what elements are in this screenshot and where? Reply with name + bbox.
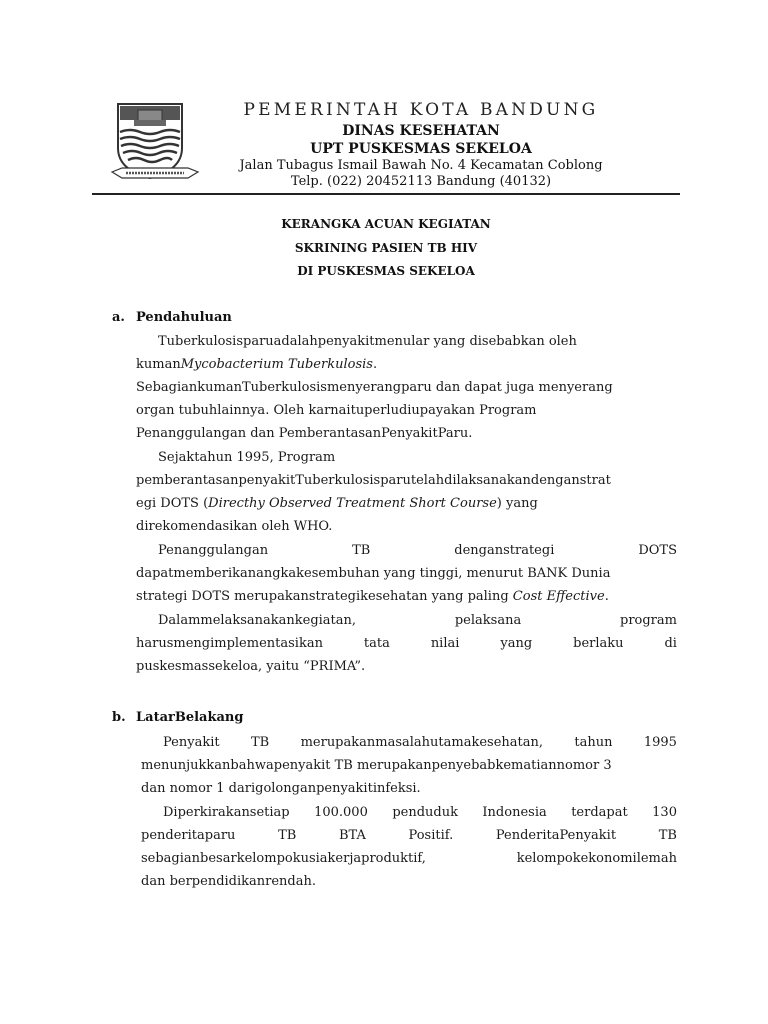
text-line: sebagianbesarkelompokusiakerjaproduktif, kelompokekonomilemah	[141, 851, 677, 867]
section-b-paragraph-1	[141, 731, 677, 800]
letterhead-phone: Telp. (022) 20452113 Bandung (40132)	[290, 174, 552, 189]
letterhead-divider	[92, 193, 680, 195]
section-title: LatarBelakang	[136, 710, 244, 725]
section-a-paragraph-2	[136, 446, 677, 538]
text-line: SebagiankumanTuberkulosismenyerangparu dan dapat juga menyerang	[136, 380, 613, 396]
text-line: Tuberkulosisparuadalahpenyakitmenular yang disebabkan oleh	[158, 334, 577, 349]
text-line: penderitaparu TB BTA Positif. PenderitaPenyakit TB	[141, 828, 677, 844]
city-crest-logo	[110, 100, 200, 186]
section-a-paragraph-4	[136, 609, 677, 678]
text-line: dapatmemberikanangkakesembuhan yang tinggi, menurut BANK Dunia	[136, 566, 611, 582]
text-line: Penanggulangan dan PemberantasanPenyakitParu.	[136, 426, 473, 442]
text-line: egi DOTS (Directhy Observed Treatment Short Course) yang	[136, 496, 538, 512]
section-a-paragraph-1	[136, 330, 677, 445]
section-title: Pendahuluan	[136, 310, 232, 325]
section-a-heading	[112, 310, 232, 325]
text-line: Dalammelaksanakankegiatan, pelaksana program	[158, 613, 677, 628]
text-line: dan nomor 1 darigolonganpenyakitinfeksi.	[141, 781, 421, 797]
text-line: Penanggulangan TB denganstrategi DOTS	[158, 543, 677, 558]
letterhead-government: PEMERINTAH KOTA BANDUNG	[243, 100, 599, 120]
section-b-paragraph-2	[141, 801, 677, 893]
text-line: Penyakit TB merupakanmasalahutamakesehatan, tahun 1995	[163, 735, 677, 750]
doc-title-line2: SKRINING PASIEN TB HIV	[294, 241, 478, 255]
text-line: Sejaktahun 1995, Program	[158, 450, 336, 465]
section-a-paragraph-3	[136, 539, 677, 608]
section-b-heading	[112, 710, 243, 725]
text-line: strategi DOTS merupakanstrategikesehatan yang paling Cost Effective.	[136, 589, 609, 605]
text-line: dan berpendidikanrendah.	[141, 874, 317, 890]
text-line: Diperkirakansetiap 100.000 penduduk Indonesia terdapat 130	[163, 805, 677, 820]
text-line: pemberantasanpenyakitTuberkulosisparutelahdilaksanakandenganstrat	[136, 473, 611, 489]
text-line: organ tubuhlainnya. Oleh karnaituperludiupayakan Program	[136, 403, 537, 419]
letterhead-address: Jalan Tubagus Ismail Bawah No. 4 Kecamatan Coblong	[239, 158, 603, 173]
section-letter: b.	[112, 710, 126, 725]
doc-title-line1: KERANGKA ACUAN KEGIATAN	[281, 217, 491, 231]
text-line: kumanMycobacterium Tuberkulosis.	[136, 357, 378, 373]
doc-title-line3: DI PUSKESMAS SEKELOA	[297, 264, 475, 278]
text-line: menunjukkanbahwapenyakit TB merupakanpenyebabkematiannomor 3	[141, 758, 612, 774]
text-line: harusmengimplementasikan tata nilai yang berlaku di	[136, 636, 677, 652]
letterhead-institution: UPT PUSKESMAS SEKELOA	[310, 141, 532, 157]
section-letter: a.	[112, 310, 125, 325]
text-line: puskesmassekeloa, yaitu “PRIMA”.	[136, 659, 366, 675]
text-line: direkomendasikan oleh WHO.	[136, 519, 333, 535]
letterhead-department: DINAS KESEHATAN	[342, 123, 500, 139]
